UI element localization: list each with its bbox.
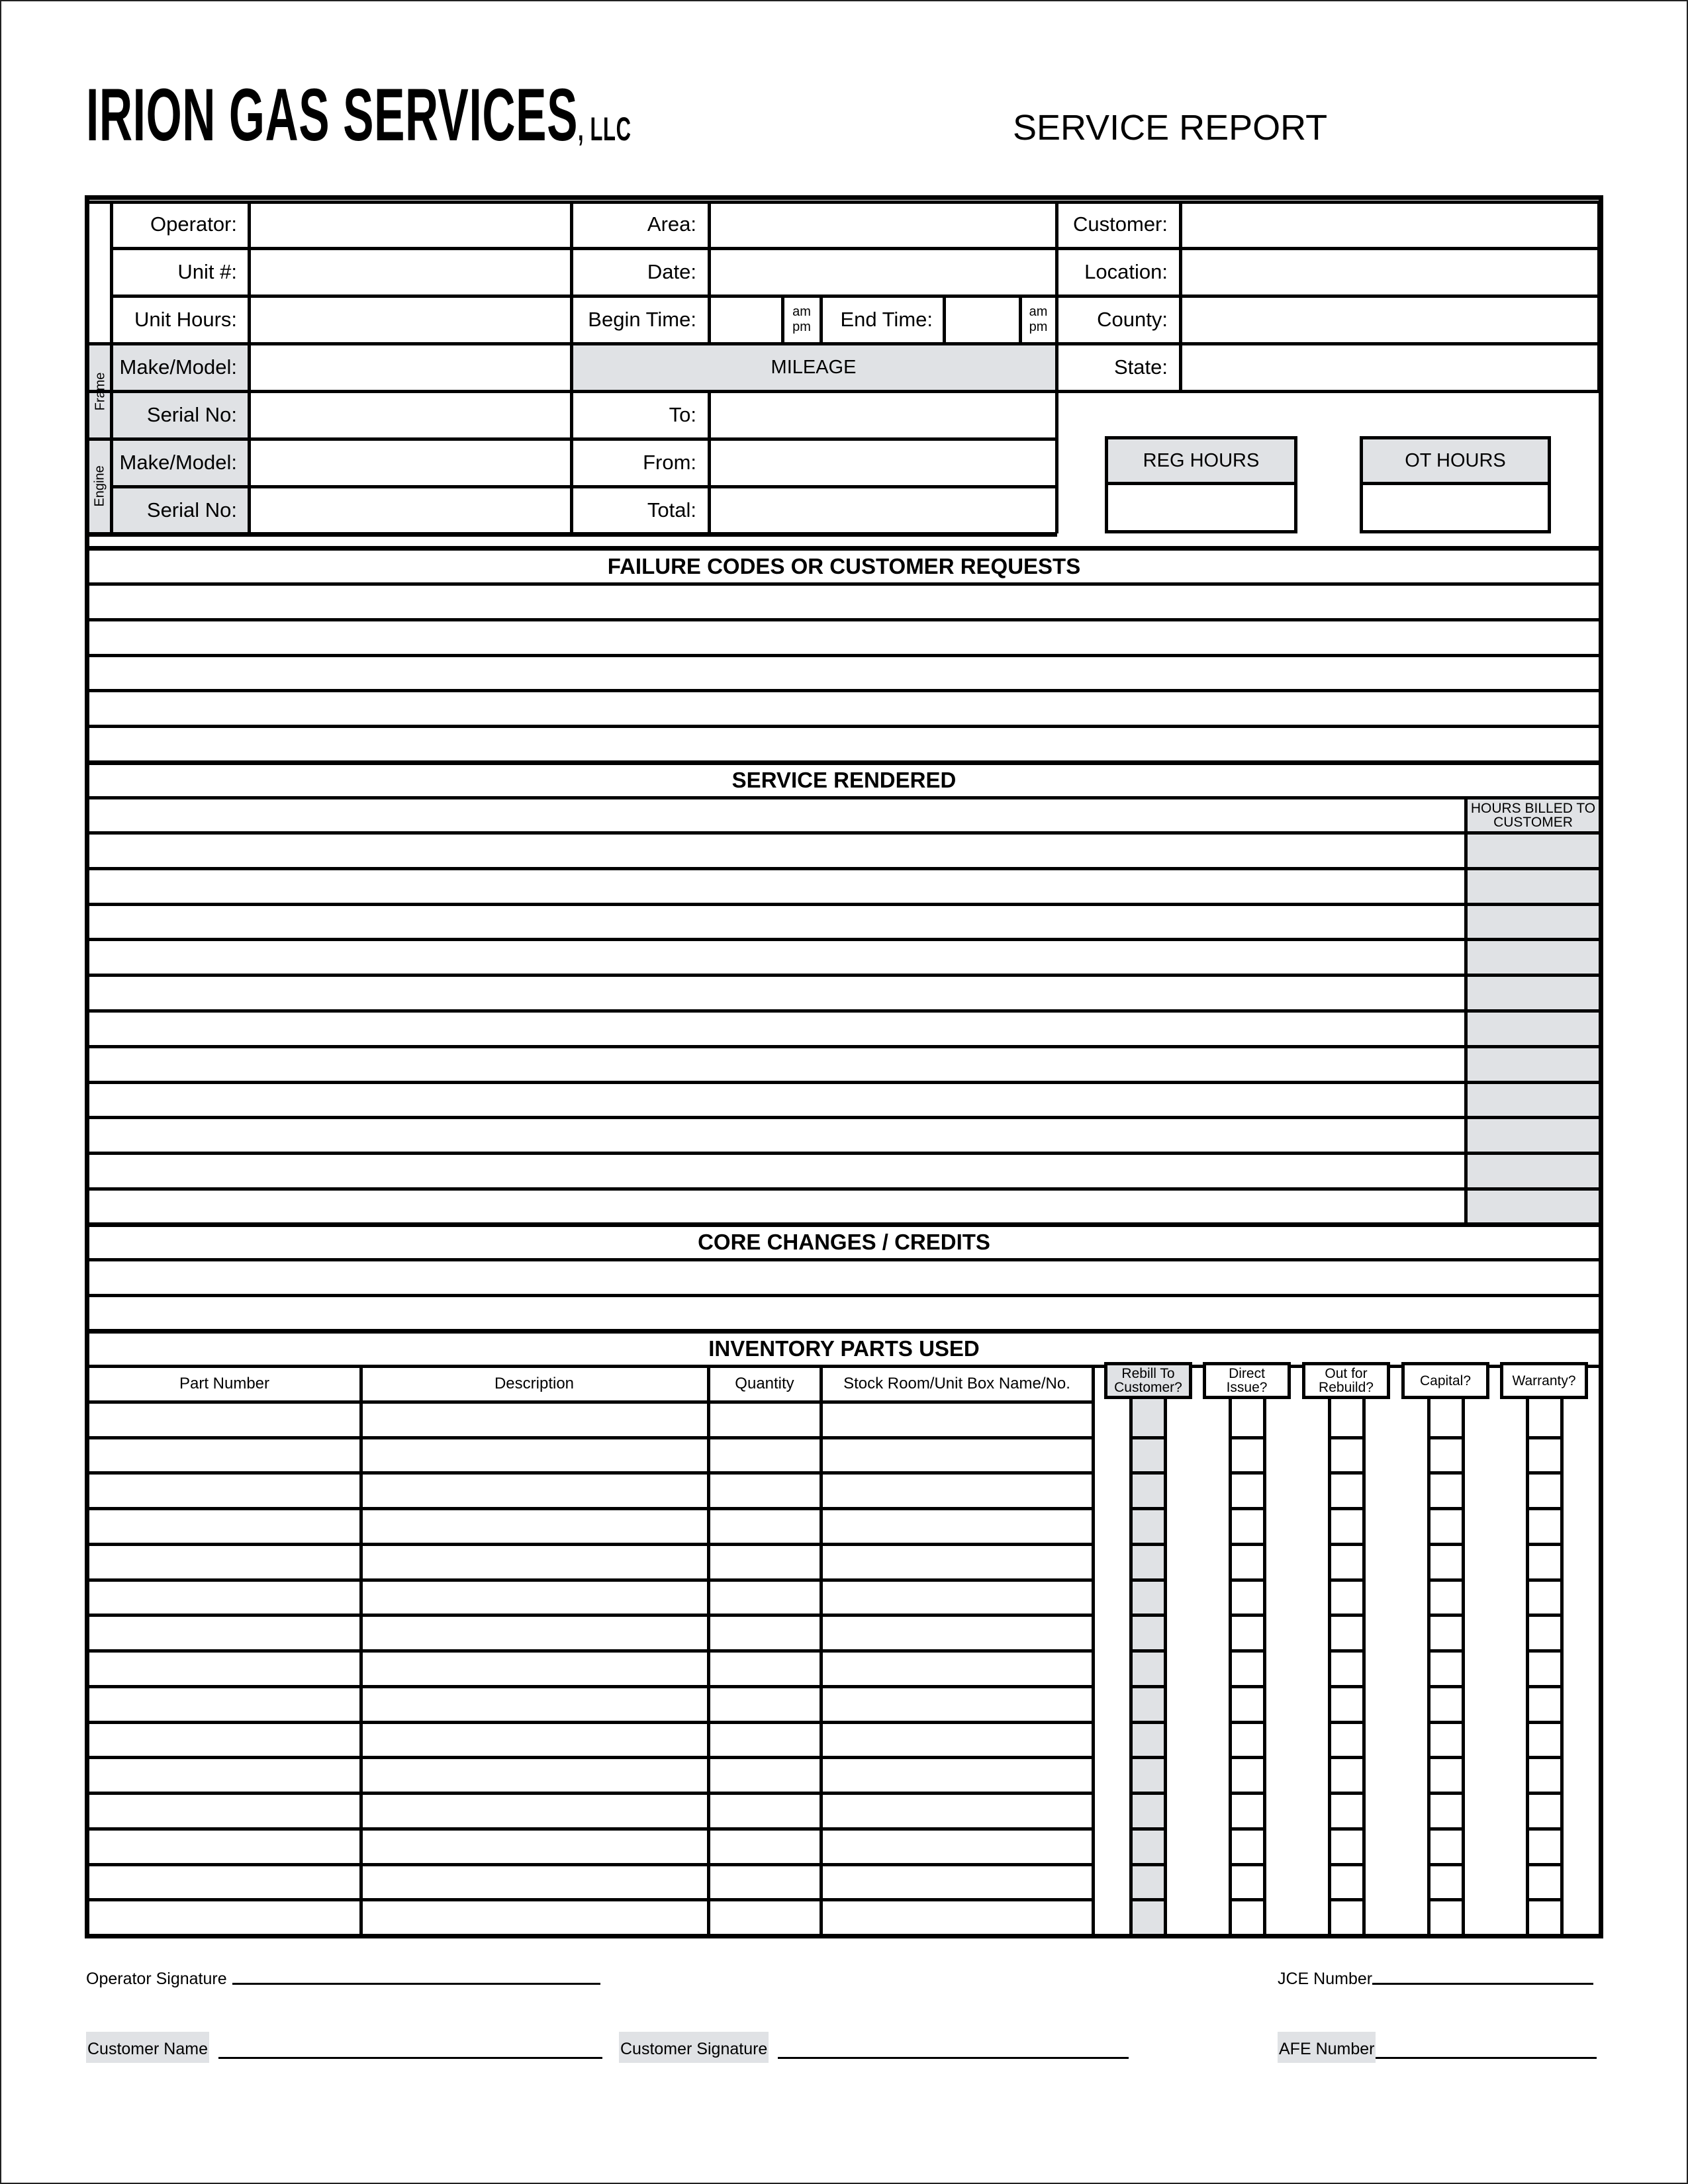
checkbox-capital[interactable] [1430, 1510, 1462, 1543]
grid-line [708, 201, 711, 343]
label-engine-serial: Serial No: [146, 498, 237, 522]
grid-line [110, 201, 113, 533]
stock-room-cell[interactable] [823, 1901, 1092, 1934]
description-cell[interactable] [363, 1510, 707, 1543]
checkbox-out-for-rebuild[interactable] [1331, 1617, 1362, 1649]
state-field[interactable] [1181, 343, 1599, 391]
afe-number-field[interactable] [1376, 2056, 1597, 2059]
grid-line [248, 201, 251, 533]
core-changes-header: CORE CHANGES / CREDITS [698, 1230, 990, 1254]
date-field[interactable] [710, 248, 1056, 296]
engine-label-text: Engine [93, 465, 107, 507]
checkbox-rebill-to-customer[interactable] [1133, 1439, 1164, 1472]
grid-line [708, 390, 711, 533]
core-change-line[interactable] [89, 1261, 1599, 1294]
grid-line [820, 296, 823, 343]
checkbox-warranty[interactable] [1529, 1546, 1560, 1578]
quantity-cell[interactable] [710, 1582, 820, 1614]
checkbox-warranty[interactable] [1529, 1724, 1560, 1756]
label-frame-serial: Serial No: [146, 403, 237, 426]
grid-line [111, 247, 1599, 250]
checkbox-warranty[interactable] [1529, 1795, 1560, 1827]
checkbox-capital[interactable] [1430, 1901, 1462, 1934]
checkbox-capital[interactable] [1430, 1546, 1462, 1578]
quantity-cell[interactable] [710, 1759, 820, 1792]
description-cell[interactable] [363, 1617, 707, 1649]
reg-hours-box [1105, 436, 1297, 533]
service-line[interactable] [89, 1048, 1464, 1081]
county-field[interactable] [1181, 296, 1599, 343]
jce-number-line[interactable] [1278, 1970, 1593, 1989]
end-am: am [1029, 304, 1048, 319]
description-cell[interactable] [363, 1795, 707, 1827]
checkbox-direct-issue[interactable] [1232, 1795, 1263, 1827]
description-cell[interactable] [363, 1866, 707, 1899]
quantity-cell[interactable] [710, 1617, 820, 1649]
checkbox-warranty[interactable] [1529, 1404, 1560, 1436]
checkbox-direct-issue[interactable] [1232, 1439, 1263, 1472]
customer-name-field[interactable] [218, 2056, 602, 2059]
checkbox-capital[interactable] [1430, 1688, 1462, 1721]
service-line[interactable] [89, 1119, 1464, 1152]
label-mileage-from: From: [643, 451, 696, 474]
checkbox-warranty[interactable] [1529, 1688, 1560, 1721]
grid-line [1597, 201, 1601, 391]
operator-signature-field[interactable] [232, 1982, 600, 1985]
description-cell[interactable] [363, 1582, 707, 1614]
area-field[interactable] [710, 201, 1056, 248]
hours-billed-field[interactable] [1468, 1084, 1599, 1116]
unit-number-field[interactable] [250, 248, 571, 296]
checkbox-rebill-to-customer[interactable] [1133, 1653, 1164, 1685]
begin-am: am [792, 304, 811, 319]
hours-billed-field[interactable] [1468, 1191, 1599, 1223]
quantity-cell[interactable] [710, 1831, 820, 1863]
checkbox-warranty[interactable] [1529, 1831, 1560, 1863]
part-number-cell[interactable] [89, 1546, 359, 1578]
description-cell[interactable] [363, 1546, 707, 1578]
checkbox-capital[interactable] [1430, 1582, 1462, 1614]
stock-room-cell[interactable] [823, 1617, 1092, 1649]
check-header-warranty: Warranty? [1500, 1362, 1588, 1399]
label-operator: Operator: [150, 212, 237, 236]
checkbox-warranty[interactable] [1529, 1510, 1560, 1543]
failure-codes-header: FAILURE CODES OR CUSTOMER REQUESTS [607, 554, 1081, 578]
label-unit-hours: Unit Hours: [134, 308, 237, 331]
description-cell[interactable] [363, 1901, 707, 1934]
label-engine-make-model: Make/Model: [119, 451, 237, 474]
checkbox-out-for-rebuild[interactable] [1331, 1653, 1362, 1685]
customer-name-label: Customer Name [86, 2032, 209, 2063]
checkbox-rebill-to-customer[interactable] [1133, 1404, 1164, 1436]
service-line[interactable] [89, 941, 1464, 974]
part-number-cell[interactable] [89, 1724, 359, 1756]
checkbox-direct-issue[interactable] [1232, 1582, 1263, 1614]
checkbox-out-for-rebuild[interactable] [1331, 1724, 1362, 1756]
hours-billed-field[interactable] [1468, 1155, 1599, 1187]
grid-line [89, 390, 1599, 393]
hours-billed-field[interactable] [1468, 1048, 1599, 1081]
hours-billed-field[interactable] [1468, 835, 1599, 867]
stock-room-cell[interactable] [823, 1475, 1092, 1507]
stock-room-cell[interactable] [823, 1795, 1092, 1827]
checkbox-out-for-rebuild[interactable] [1331, 1510, 1362, 1543]
description-cell[interactable] [363, 1404, 707, 1436]
reg-hours-field[interactable] [1108, 485, 1294, 530]
hours-billed-field[interactable] [1468, 1119, 1599, 1152]
mileage-to-field[interactable] [710, 391, 1056, 439]
stock-room-cell[interactable] [823, 1510, 1092, 1543]
service-rendered-header: SERVICE RENDERED [731, 768, 957, 792]
part-number-cell[interactable] [89, 1582, 359, 1614]
begin-pm: pm [792, 320, 811, 334]
description-cell[interactable] [363, 1439, 707, 1472]
reg-hours-header: REG HOURS [1108, 439, 1294, 485]
checkbox-out-for-rebuild[interactable] [1331, 1546, 1362, 1578]
part-number-cell[interactable] [89, 1439, 359, 1472]
col-stock-room: Stock Room/Unit Box Name/No. [843, 1375, 1070, 1392]
check-header-capital: Capital? [1401, 1362, 1489, 1399]
checkbox-direct-issue[interactable] [1232, 1901, 1263, 1934]
company-suffix: , LLC [578, 111, 632, 148]
service-line[interactable] [89, 906, 1464, 938]
stock-room-cell[interactable] [823, 1546, 1092, 1578]
checkbox-rebill-to-customer[interactable] [1133, 1688, 1164, 1721]
hours-billed-field[interactable] [1468, 941, 1599, 974]
quantity-cell[interactable] [710, 1724, 820, 1756]
failure-code-line[interactable] [89, 657, 1599, 690]
quantity-cell[interactable] [710, 1866, 820, 1899]
operator-field[interactable] [250, 201, 571, 248]
afe-number-line[interactable] [1278, 2032, 1597, 2063]
checkbox-out-for-rebuild[interactable] [1331, 1866, 1362, 1899]
checkbox-rebill-to-customer[interactable] [1133, 1724, 1164, 1756]
customer-name-line[interactable] [86, 2032, 602, 2063]
part-number-cell[interactable] [89, 1759, 359, 1792]
part-number-cell[interactable] [89, 1688, 359, 1721]
frame-label-text: Frame [93, 372, 108, 410]
hours-billed-header: HOURS BILLED TO CUSTOMER [1468, 799, 1599, 831]
begin-time-field[interactable] [710, 296, 782, 343]
frame-make-model-field[interactable] [250, 343, 571, 391]
engine-serial-field[interactable] [250, 486, 571, 533]
jce-number-label: JCE Number [1278, 1970, 1373, 1988]
checkbox-out-for-rebuild[interactable] [1331, 1439, 1362, 1472]
ot-hours-box [1360, 436, 1551, 533]
end-time-ampm[interactable] [1021, 296, 1056, 343]
customer-signature-field[interactable] [778, 2056, 1129, 2059]
checkbox-out-for-rebuild[interactable] [1331, 1795, 1362, 1827]
label-mileage-to: To: [669, 403, 696, 426]
hours-billed-field[interactable] [1468, 870, 1599, 903]
part-number-cell[interactable] [89, 1901, 359, 1934]
stock-room-cell[interactable] [823, 1866, 1092, 1899]
checkbox-out-for-rebuild[interactable] [1331, 1901, 1362, 1934]
customer-signature-label: Customer Signature [619, 2032, 769, 2063]
grid-line [570, 201, 573, 533]
checkbox-direct-issue[interactable] [1232, 1831, 1263, 1863]
service-line[interactable] [89, 1191, 1464, 1223]
grid-line [89, 201, 1599, 204]
grid-line [89, 437, 1057, 441]
description-cell[interactable] [363, 1831, 707, 1863]
mileage-total-field[interactable] [710, 486, 1056, 533]
grid-line [1019, 296, 1022, 343]
operator-signature-line[interactable] [86, 1970, 600, 1989]
checkbox-rebill-to-customer[interactable] [1133, 1475, 1164, 1507]
col-part-number: Part Number [179, 1375, 270, 1392]
description-cell[interactable] [363, 1724, 707, 1756]
grid-line [781, 296, 784, 343]
checkbox-rebill-to-customer[interactable] [1133, 1795, 1164, 1827]
customer-signature-line[interactable] [619, 2032, 1129, 2063]
failure-code-line[interactable] [89, 586, 1599, 618]
checkbox-direct-issue[interactable] [1232, 1404, 1263, 1436]
grid-line [111, 485, 1057, 488]
unit-hours-field[interactable] [250, 296, 571, 343]
location-field[interactable] [1181, 248, 1599, 296]
part-number-cell[interactable] [89, 1617, 359, 1649]
grid-line [1179, 201, 1182, 391]
checkbox-direct-issue[interactable] [1232, 1866, 1263, 1899]
description-cell[interactable] [363, 1653, 707, 1685]
checkbox-rebill-to-customer[interactable] [1133, 1510, 1164, 1543]
label-frame-make-model: Make/Model: [119, 355, 237, 379]
checkbox-direct-issue[interactable] [1232, 1546, 1263, 1578]
quantity-cell[interactable] [710, 1404, 820, 1436]
ot-hours-header: OT HOURS [1363, 439, 1548, 485]
checkbox-capital[interactable] [1430, 1724, 1462, 1756]
label-location: Location: [1084, 260, 1168, 283]
label-end-time: End Time: [840, 308, 933, 331]
checkbox-rebill-to-customer[interactable] [1133, 1831, 1164, 1863]
checkbox-out-for-rebuild[interactable] [1331, 1582, 1362, 1614]
quantity-cell[interactable] [710, 1653, 820, 1685]
checkbox-warranty[interactable] [1529, 1901, 1560, 1934]
label-area: Area: [647, 212, 696, 236]
checkbox-warranty[interactable] [1529, 1475, 1560, 1507]
report-title: SERVICE REPORT [1013, 108, 1328, 148]
label-county: County: [1097, 308, 1168, 331]
failure-code-line[interactable] [89, 692, 1599, 725]
checkbox-direct-issue[interactable] [1232, 1617, 1263, 1649]
end-time-field[interactable] [945, 296, 1019, 343]
checkbox-capital[interactable] [1430, 1866, 1462, 1899]
checkbox-warranty[interactable] [1529, 1617, 1560, 1649]
checkbox-capital[interactable] [1430, 1439, 1462, 1472]
checkbox-capital[interactable] [1430, 1617, 1462, 1649]
checkbox-rebill-to-customer[interactable] [1133, 1582, 1164, 1614]
checkbox-warranty[interactable] [1529, 1866, 1560, 1899]
quantity-cell[interactable] [710, 1475, 820, 1507]
core-change-line[interactable] [89, 1297, 1599, 1330]
engine-make-model-field[interactable] [250, 439, 571, 486]
checkbox-capital[interactable] [1430, 1653, 1462, 1685]
mileage-header: MILEAGE [771, 356, 857, 378]
stock-room-cell[interactable] [823, 1653, 1092, 1685]
stock-room-cell[interactable] [823, 1439, 1092, 1472]
checkbox-direct-issue[interactable] [1232, 1724, 1263, 1756]
frame-serial-field[interactable] [250, 391, 571, 439]
part-number-cell[interactable] [89, 1510, 359, 1543]
jce-number-field[interactable] [1372, 1982, 1593, 1985]
checkbox-rebill-to-customer[interactable] [1133, 1901, 1164, 1934]
service-line[interactable] [89, 835, 1464, 867]
inventory-header: INVENTORY PARTS USED [708, 1336, 980, 1361]
checkbox-capital[interactable] [1430, 1795, 1462, 1827]
end-pm: pm [1029, 320, 1048, 334]
checkbox-capital[interactable] [1430, 1759, 1462, 1792]
checkbox-capital[interactable] [1430, 1475, 1462, 1507]
col-quantity: Quantity [735, 1375, 794, 1392]
service-line[interactable] [89, 870, 1464, 903]
checkbox-out-for-rebuild[interactable] [1331, 1475, 1362, 1507]
label-mileage-total: Total: [647, 498, 696, 522]
checkbox-rebill-to-customer[interactable] [1133, 1759, 1164, 1792]
label-begin-time: Begin Time: [588, 308, 696, 331]
quantity-cell[interactable] [710, 1795, 820, 1827]
col-description: Description [494, 1375, 575, 1392]
part-number-cell[interactable] [89, 1831, 359, 1863]
begin-time-ampm[interactable] [783, 296, 820, 343]
check-header-out-for-rebuild: Out for Rebuild? [1302, 1362, 1390, 1399]
ot-hours-field[interactable] [1363, 485, 1548, 530]
checkbox-warranty[interactable] [1529, 1439, 1560, 1472]
stock-room-cell[interactable] [823, 1582, 1092, 1614]
check-header-direct-issue: Direct Issue? [1203, 1362, 1291, 1399]
stock-room-cell[interactable] [823, 1688, 1092, 1721]
label-date: Date: [647, 260, 696, 283]
checkbox-out-for-rebuild[interactable] [1331, 1759, 1362, 1792]
company-name: IRION GAS SERVICES [86, 73, 579, 156]
service-line[interactable] [89, 1084, 1464, 1116]
stock-room-cell[interactable] [823, 1831, 1092, 1863]
part-number-cell[interactable] [89, 1475, 359, 1507]
quantity-cell[interactable] [710, 1510, 820, 1543]
grid-line [89, 532, 1057, 537]
grid-line [89, 342, 1599, 345]
checkbox-rebill-to-customer[interactable] [1133, 1617, 1164, 1649]
service-line[interactable] [89, 1013, 1464, 1045]
checkbox-warranty[interactable] [1529, 1582, 1560, 1614]
company-logo [86, 73, 632, 156]
quantity-cell[interactable] [710, 1688, 820, 1721]
checkbox-capital[interactable] [1430, 1831, 1462, 1863]
label-state: State: [1114, 355, 1168, 379]
checkbox-warranty[interactable] [1529, 1653, 1560, 1685]
service-line[interactable] [89, 977, 1464, 1009]
quantity-cell[interactable] [710, 1901, 820, 1934]
checkbox-out-for-rebuild[interactable] [1331, 1831, 1362, 1863]
mileage-from-field[interactable] [710, 439, 1056, 486]
label-unit-number: Unit #: [177, 260, 237, 283]
quantity-cell[interactable] [710, 1439, 820, 1472]
hours-billed-field[interactable] [1468, 977, 1599, 1009]
checkbox-out-for-rebuild[interactable] [1331, 1688, 1362, 1721]
part-number-cell[interactable] [89, 1795, 359, 1827]
checkbox-warranty[interactable] [1529, 1759, 1560, 1792]
checkbox-direct-issue[interactable] [1232, 1688, 1263, 1721]
side-label-engine [89, 439, 111, 533]
check-header-rebill-to-customer: Rebill To Customer? [1104, 1362, 1192, 1399]
customer-field[interactable] [1181, 201, 1599, 248]
grid-line [1055, 201, 1058, 533]
description-cell[interactable] [363, 1688, 707, 1721]
checkbox-rebill-to-customer[interactable] [1133, 1866, 1164, 1899]
operator-signature-label: Operator Signature [86, 1970, 227, 1988]
quantity-cell[interactable] [710, 1546, 820, 1578]
failure-code-line[interactable] [89, 621, 1599, 654]
checkbox-out-for-rebuild[interactable] [1331, 1404, 1362, 1436]
description-cell[interactable] [363, 1475, 707, 1507]
checkbox-rebill-to-customer[interactable] [1133, 1546, 1164, 1578]
service-line[interactable] [89, 799, 1464, 831]
hours-billed-field[interactable] [1468, 906, 1599, 938]
checkbox-direct-issue[interactable] [1232, 1653, 1263, 1685]
stock-room-cell[interactable] [823, 1724, 1092, 1756]
part-number-cell[interactable] [89, 1653, 359, 1685]
stock-room-cell[interactable] [823, 1404, 1092, 1436]
checkbox-direct-issue[interactable] [1232, 1759, 1263, 1792]
hours-billed-field[interactable] [1468, 1013, 1599, 1045]
part-number-cell[interactable] [89, 1404, 359, 1436]
failure-code-line[interactable] [89, 728, 1599, 760]
grid-line [943, 296, 946, 343]
checkbox-direct-issue[interactable] [1232, 1475, 1263, 1507]
service-line[interactable] [89, 1155, 1464, 1187]
stock-room-cell[interactable] [823, 1759, 1092, 1792]
description-cell[interactable] [363, 1759, 707, 1792]
checkbox-capital[interactable] [1430, 1404, 1462, 1436]
checkbox-direct-issue[interactable] [1232, 1510, 1263, 1543]
grid-line [111, 295, 1599, 298]
afe-number-label: AFE Number [1278, 2032, 1376, 2063]
part-number-cell[interactable] [89, 1866, 359, 1899]
label-customer: Customer: [1073, 212, 1168, 236]
